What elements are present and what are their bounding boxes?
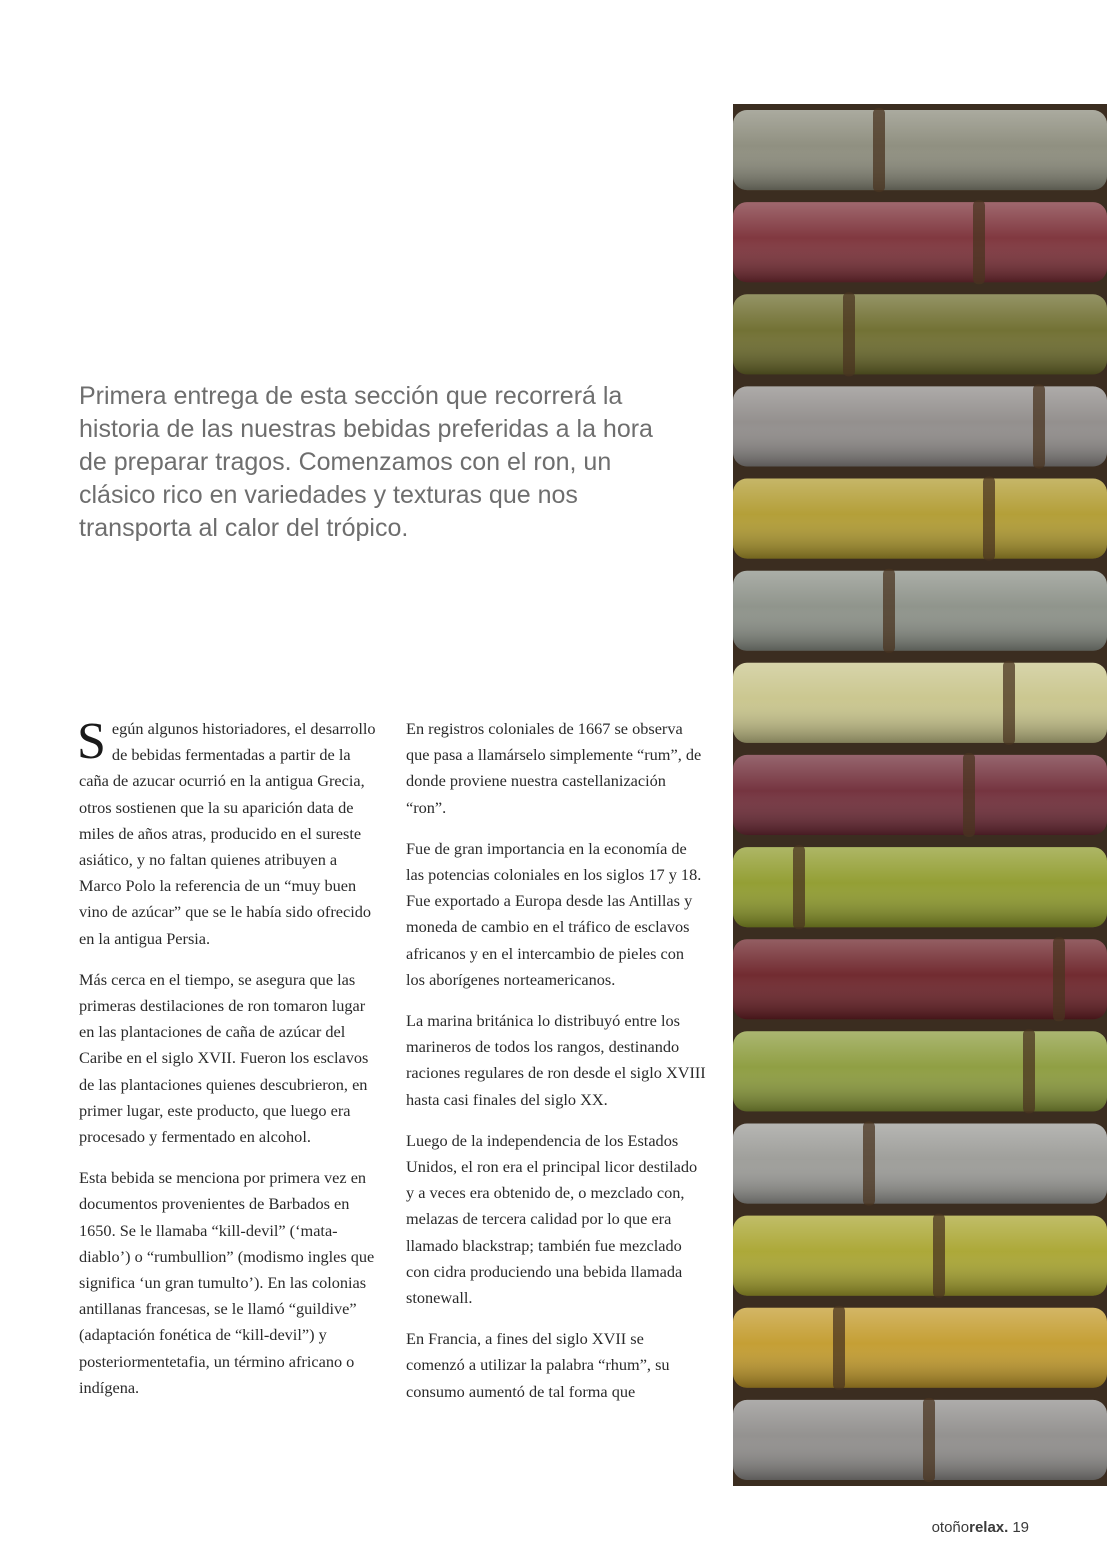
article-paragraph: Fue de gran importancia en la economía de las potencias coloniales en los siglos 17 y 18. Fue exportado a Europa desde las Antillas y moneda de cambio en el tráfico de esclavos africanos y en el intercambio de pieles con los aborígenes norteamericanos. <box>406 838 702 989</box>
article-paragraph: En registros coloniales de 1667 se observa que pasa a llamárselo simplemente “rum”, de donde proviene nuestra castellanización “ron”. <box>406 719 702 817</box>
cane-node <box>1033 384 1045 468</box>
cane-node <box>863 1122 875 1206</box>
cane-shading <box>733 294 1107 374</box>
page-footer <box>932 1519 1029 1536</box>
cane-node <box>933 1214 945 1298</box>
cane-node <box>923 1398 935 1482</box>
cane-node <box>963 753 975 837</box>
page-number: 19 <box>1012 1519 1029 1536</box>
cane-node <box>983 477 995 561</box>
article-paragraph: En Francia, a fines del siglo XVII se comenzó a utilizar la palabra “rhum”, su consumo aumentó de tal forma que <box>406 1329 670 1401</box>
cane-node <box>793 845 805 929</box>
cane-shading <box>733 386 1107 466</box>
drop-cap: S <box>77 713 106 770</box>
cane-shading <box>733 110 1107 190</box>
cane-shading <box>733 1031 1107 1111</box>
sugarcane-illustration <box>733 104 1107 1486</box>
paragraph-text: egún algunos historiadores, el desarrollo de bebidas fermentadas a partir de la caña de azucar ocurrió en la antigua Grecia, otros sostienen que la su aparición data de miles de años atras, producido en el sureste asiático, y no faltan quienes atribuyen a Marco Polo la referencia de un “muy buen vino de azúcar” que se le había sido ofrecido en la antigua Persia. <box>79 719 376 948</box>
intro-lede: Primera entrega de esta sección que recorrerá la historia de las nuestras bebidas preferidas a la hora de preparar tragos. Comenzamos con el ron, un clásico rico en variedades y texturas que nos transporta al calor del trópico. <box>79 382 653 542</box>
cane-node <box>1003 661 1015 745</box>
article-column-right <box>406 716 706 1420</box>
cane-shading <box>733 479 1107 559</box>
article-column-left <box>77 713 379 1416</box>
cane-shading <box>733 202 1107 282</box>
cane-node <box>833 1306 845 1390</box>
cane-node <box>1023 1029 1035 1113</box>
article-paragraph: La marina británica lo distribuyó entre los marineros de todos los rangos, destinando raciones regulares de ron desde el siglo XVIII hasta casi finales del siglo XX. <box>406 1011 706 1109</box>
cane-shading <box>733 939 1107 1019</box>
cane-shading <box>733 755 1107 835</box>
cane-shading <box>733 1216 1107 1296</box>
article-paragraph: Esta bebida se menciona por primera vez en documentos provenientes de Barbados en 1650. Se le llamaba “kill-devil” (‘mata-diablo’) o “rumbullion” (modismo ingles que significa ‘un gran tumulto’). En las colonias antillanas francesas, se le llamó “guildive” (adaptación fonética de “kill-devil”) y posteriormentetafia, un término africano o indígena. <box>79 1168 375 1397</box>
cane-shading <box>733 1400 1107 1480</box>
folio-brand: relax. <box>969 1519 1009 1536</box>
article-paragraph: Más cerca en el tiempo, se asegura que las primeras destilaciones de ron tomaron lugar en las plantaciones de caña de azúcar del Caribe en el siglo XVII. Fueron los esclavos de las plantaciones quienes descubrieron, en primer lugar, este producto, que luego era procesado y fermentado en alcohol. <box>79 969 369 1147</box>
cane-shading <box>733 847 1107 927</box>
cane-node <box>973 200 985 284</box>
cane-node <box>873 108 885 192</box>
cane-shading <box>733 1308 1107 1388</box>
cane-shading <box>733 571 1107 651</box>
cane-shading <box>733 1124 1107 1204</box>
cane-shading <box>733 663 1107 743</box>
article-paragraph: Luego de la independencia de los Estados Unidos, el ron era el principal licor destilado y a veces era obtenido de, o mezclado con, melazas de tercera calidad por lo que era llamado blackstrap; también fue mezclado con cidra produciendo una bebida llamada stonewall. <box>406 1130 698 1308</box>
cane-node <box>883 569 895 653</box>
cane-node <box>1053 937 1065 1021</box>
folio-season: otoño <box>931 1519 970 1536</box>
article-paragraph <box>77 713 379 952</box>
cane-node <box>843 292 855 376</box>
sugarcane-photo <box>733 104 1107 1486</box>
